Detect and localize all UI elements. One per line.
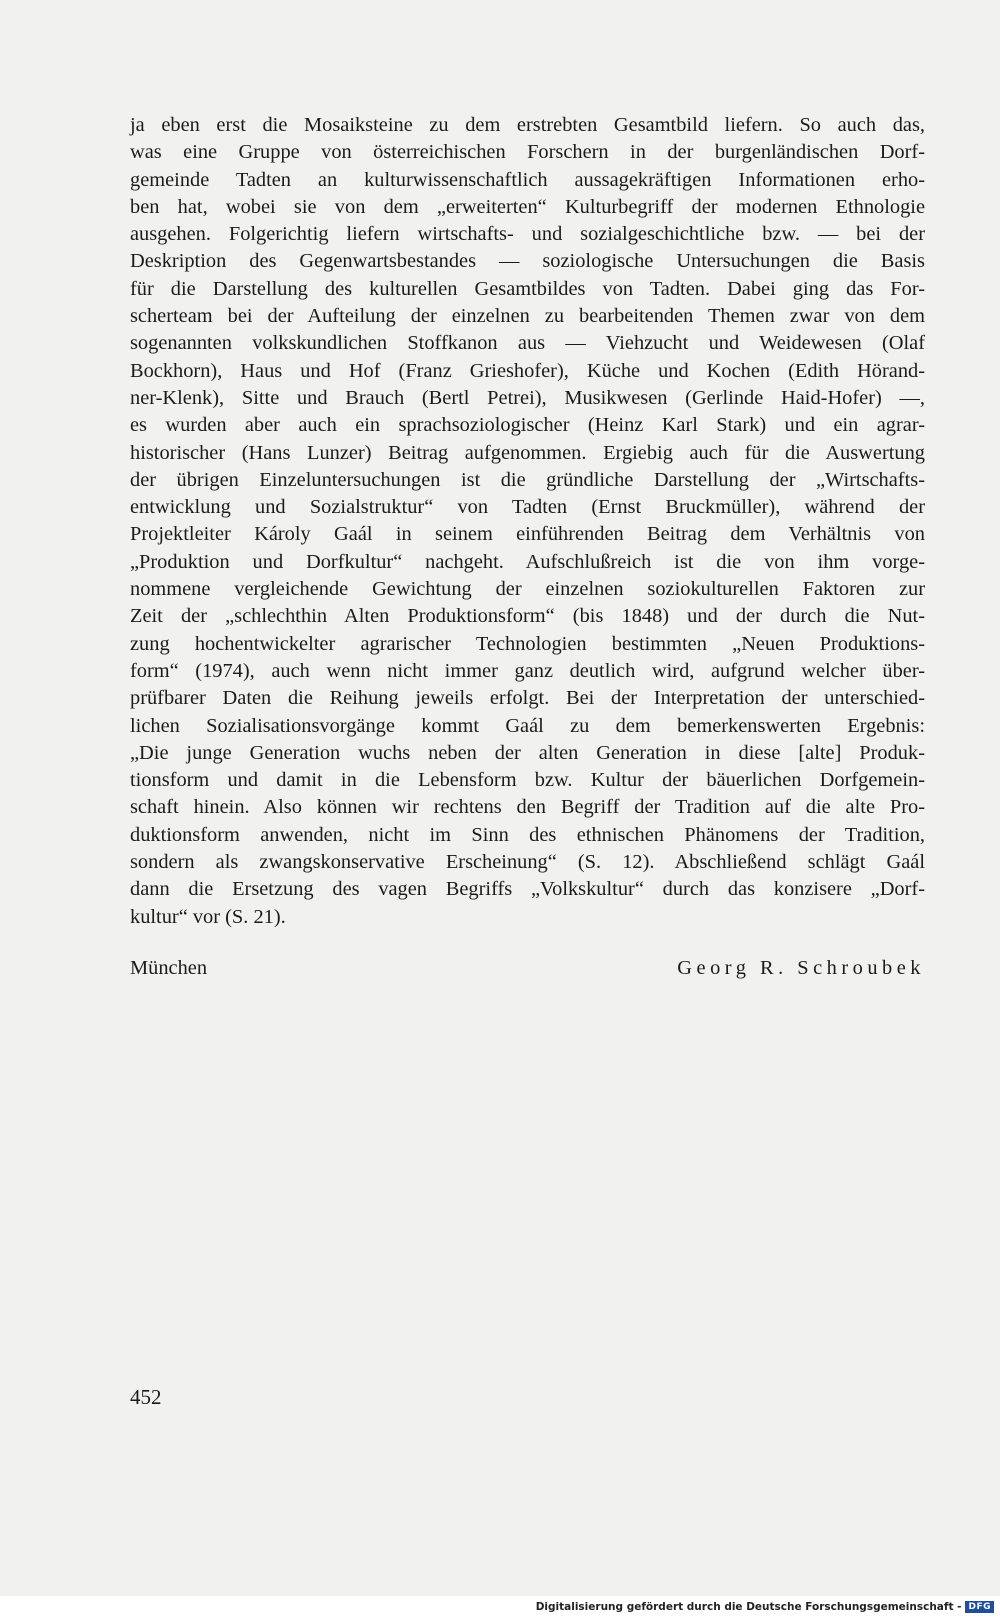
text-line: Deskription des Gegenwartsbestandes — soziologische Untersuchungen die Basis (130, 250, 925, 273)
text-line: ausgehen. Folgerichtig liefern wirtschafts- und sozialgeschichtliche bzw. — bei der (130, 223, 925, 246)
text-line: duktionsform anwenden, nicht im Sinn des ethnischen Phänomens der Tradition, (130, 823, 925, 846)
text-line: sogenannten volkskundlichen Stoffkanon aus — Viehzucht und Weidewesen (Olaf (130, 332, 925, 355)
text-line: kultur“ vor (S. 21). (130, 905, 286, 928)
footer-text: Digitalisierung gefördert durch die Deutsche Forschungsgemeinschaft - (535, 1601, 962, 1613)
signature-line (130, 957, 925, 987)
signature-author: Georg R. Schroubek (677, 957, 925, 979)
text-line: zung hochentwickelter agrarischer Technologien bestimmten „Neuen Produktions- (130, 632, 925, 655)
text-line: gemeinde Tadten an kulturwissenschaftlich aussagekräftigen Informationen erho- (130, 168, 925, 191)
text-line: es wurden aber auch ein sprachsoziologischer (Heinz Karl Stark) und ein agrar- (130, 414, 925, 437)
text-line: dann die Ersetzung des vagen Begriffs „Volkskultur“ durch das konzisere „Dorf- (130, 878, 925, 901)
text-line: Bockhorn), Haus und Hof (Franz Grieshofer), Küche und Kochen (Edith Hörand- (130, 359, 925, 382)
review-paragraph (130, 112, 925, 931)
text-line: für die Darstellung des kulturellen Gesamtbildes von Tadten. Dabei ging das For- (130, 277, 925, 300)
text-line: tionsform und damit in die Lebensform bzw. Kultur der bäuerlichen Dorfgemein- (130, 769, 925, 792)
text-line: ja eben erst die Mosaiksteine zu dem erstrebten Gesamtbild liefern. So auch das, (130, 114, 925, 136)
text-line: entwicklung und Sozialstruktur“ von Tadten (Ernst Bruckmüller), während der (130, 496, 925, 519)
text-line: sondern als zwangskonservative Erscheinung“ (S. 12). Abschließend schlägt Gaál (130, 851, 925, 874)
text-line: nommene vergleichende Gewichtung der einzelnen soziokulturellen Faktoren zur (130, 578, 925, 601)
text-line: Projektleiter Károly Gaál in seinem einführenden Beitrag dem Verhältnis von (130, 523, 925, 546)
text-line: ben hat, wobei sie von dem „erweiterten“ Kulturbegriff der modernen Ethnologie (130, 195, 925, 218)
text-line: „Die junge Generation wuchs neben der alten Generation in diese [alte] Produk- (130, 741, 925, 764)
text-line: schaft hinein. Also können wir rechtens den Begriff der Tradition auf die alte Pro- (130, 796, 925, 819)
text-line: scherteam bei der Aufteilung der einzelnen zu bearbeitenden Themen zwar von dem (130, 305, 925, 328)
body-text-block (130, 112, 925, 931)
text-line: form“ (1974), auch wenn nicht immer ganz deutlich wird, aufgrund welcher über- (130, 659, 925, 682)
text-line: der übrigen Einzeluntersuchungen ist die gründliche Darstellung der „Wirtschafts- (130, 468, 925, 491)
digitization-footer (536, 1599, 994, 1615)
text-line: „Produktion und Dorfkultur“ nachgeht. Aufschlußreich ist die von ihm vorge- (130, 550, 925, 573)
text-line: prüfbarer Daten die Reihung jeweils erfolgt. Bei der Interpretation der unterschied- (130, 687, 925, 710)
text-line: was eine Gruppe von österreichischen Forschern in der burgenländischen Dorf- (130, 141, 925, 164)
dfg-logo: DFG (965, 1601, 994, 1613)
signature-place: München (130, 957, 208, 979)
text-line: historischer (Hans Lunzer) Beitrag aufgenommen. Ergiebig auch für die Auswertung (130, 441, 925, 464)
text-line: lichen Sozialisationsvorgänge kommt Gaál zu dem bemerkenswerten Ergebnis: (130, 714, 925, 737)
page-number: 452 (130, 1385, 162, 1409)
text-line: Zeit der „schlechthin Alten Produktionsform“ (bis 1848) und der durch die Nut- (130, 605, 925, 628)
text-line: ner-Klenk), Sitte und Brauch (Bertl Petrei), Musikwesen (Gerlinde Haid-Hofer) —, (130, 386, 925, 409)
